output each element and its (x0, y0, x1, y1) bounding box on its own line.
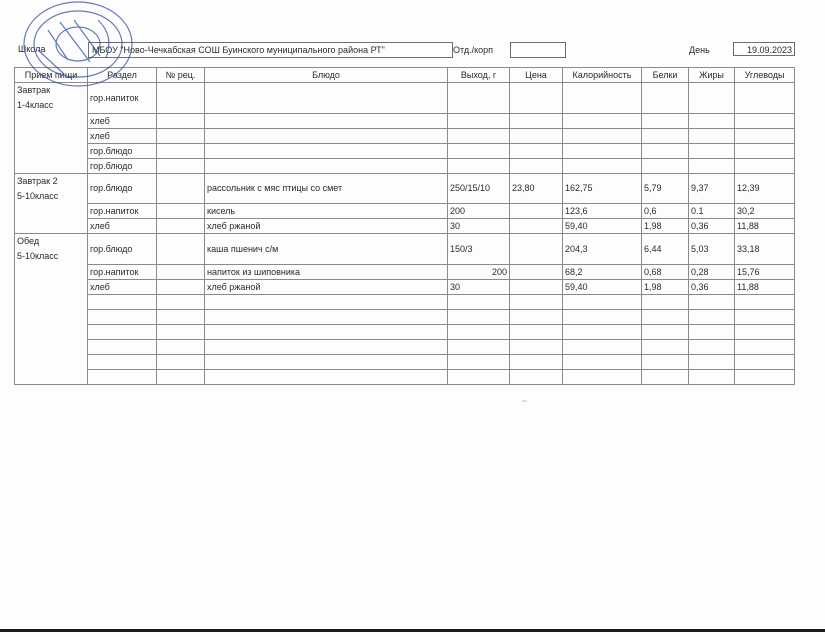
col-calories: Калорийность (563, 68, 642, 83)
cell-section (88, 339, 157, 354)
cell-dish (205, 83, 448, 114)
cell-yield: 250/15/10 (448, 173, 510, 204)
meal-cell (15, 354, 88, 369)
cell-calories (563, 113, 642, 128)
table-row (15, 173, 795, 204)
cell-price: 23,80 (510, 173, 563, 204)
cell-recipe (157, 309, 205, 324)
meal-cell (15, 264, 88, 279)
cell-price (510, 83, 563, 114)
cell-yield: 150/3 (448, 234, 510, 265)
cell-dish: рассольник с мяс птицы со смет (205, 173, 448, 204)
cell-price (510, 354, 563, 369)
cell-calories: 68,2 (563, 264, 642, 279)
cell-protein: 0,68 (642, 264, 689, 279)
cell-section: гор.напиток (88, 83, 157, 114)
cell-price (510, 294, 563, 309)
table-row (15, 309, 795, 324)
cell-yield (448, 324, 510, 339)
table-row (15, 339, 795, 354)
cell-fat (689, 83, 735, 114)
cell-price (510, 339, 563, 354)
cell-dish (205, 158, 448, 173)
date-value: 19.09.2023 (746, 45, 792, 55)
col-protein: Белки (642, 68, 689, 83)
cell-dish (205, 309, 448, 324)
cell-price (510, 369, 563, 384)
cell-calories (563, 324, 642, 339)
table-row (15, 219, 795, 234)
cell-dish: хлеб ржаной (205, 219, 448, 234)
cell-section: хлеб (88, 219, 157, 234)
meal-cell (15, 173, 88, 204)
cell-carbs (735, 83, 795, 114)
meal-cell (15, 204, 88, 219)
cell-fat (689, 294, 735, 309)
table-row (15, 279, 795, 294)
cell-recipe (157, 219, 205, 234)
cell-recipe (157, 173, 205, 204)
cell-yield (448, 143, 510, 158)
school-name-field (88, 42, 453, 58)
cell-price (510, 143, 563, 158)
cell-carbs (735, 354, 795, 369)
cell-calories (563, 309, 642, 324)
cell-protein (642, 128, 689, 143)
cell-protein (642, 309, 689, 324)
cell-protein (642, 324, 689, 339)
meal-cell (15, 113, 88, 128)
day-label: День (689, 45, 710, 55)
cell-recipe (157, 294, 205, 309)
col-fat: Жиры (689, 68, 735, 83)
cell-yield: 30 (448, 219, 510, 234)
cell-fat: 0.1 (689, 204, 735, 219)
col-section: Раздел (88, 68, 157, 83)
cell-fat (689, 113, 735, 128)
cell-carbs: 15,76 (735, 264, 795, 279)
cell-price (510, 219, 563, 234)
cell-price (510, 279, 563, 294)
cell-yield (448, 369, 510, 384)
table-row (15, 324, 795, 339)
cell-section (88, 354, 157, 369)
table-row (15, 369, 795, 384)
cell-calories (563, 339, 642, 354)
cell-protein: 6,44 (642, 234, 689, 265)
cell-fat (689, 128, 735, 143)
meal-name: 5-10класс (17, 190, 59, 201)
cell-protein: 1,98 (642, 279, 689, 294)
cell-section: хлеб (88, 279, 157, 294)
cell-carbs (735, 324, 795, 339)
cell-yield: 200 (448, 204, 510, 219)
cell-carbs: 11,88 (735, 219, 795, 234)
cell-carbs (735, 113, 795, 128)
dept-label: Отд./корп (453, 45, 493, 55)
cell-carbs: 11,88 (735, 279, 795, 294)
school-label: Школа (18, 44, 46, 54)
table-row (15, 234, 795, 265)
cell-calories (563, 294, 642, 309)
table-row (15, 113, 795, 128)
meal-cell (15, 339, 88, 354)
meal-cell (15, 369, 88, 384)
cell-protein (642, 369, 689, 384)
cell-protein (642, 294, 689, 309)
cell-recipe (157, 369, 205, 384)
table-row (15, 294, 795, 309)
cell-fat (689, 369, 735, 384)
col-carbs: Углеводы (735, 68, 795, 83)
cell-calories (563, 354, 642, 369)
cell-section: гор.напиток (88, 264, 157, 279)
cell-protein (642, 158, 689, 173)
cell-price (510, 234, 563, 265)
cell-calories (563, 158, 642, 173)
col-price: Цена (510, 68, 563, 83)
page-edge-line (0, 629, 825, 632)
meal-cell (15, 234, 88, 265)
cell-recipe (157, 234, 205, 265)
meal-cell (15, 128, 88, 143)
cell-section (88, 369, 157, 384)
table-row (15, 264, 795, 279)
cell-price (510, 113, 563, 128)
cell-fat (689, 354, 735, 369)
meal-name: Обед (17, 236, 40, 246)
menu-table (14, 67, 795, 385)
cell-protein (642, 354, 689, 369)
meal-cell (15, 324, 88, 339)
cell-fat: 0,36 (689, 219, 735, 234)
table-row (15, 158, 795, 173)
cell-recipe (157, 339, 205, 354)
cell-yield: 30 (448, 279, 510, 294)
cell-fat (689, 309, 735, 324)
cell-carbs (735, 294, 795, 309)
cell-protein: 0,6 (642, 204, 689, 219)
cell-protein: 1,98 (642, 219, 689, 234)
date-field (733, 42, 795, 56)
cell-yield: 200 (448, 264, 510, 279)
cell-protein (642, 143, 689, 158)
cell-dish: кисель (205, 204, 448, 219)
col-meal: Прием пищи (15, 68, 88, 83)
cell-yield (448, 339, 510, 354)
table-row (15, 204, 795, 219)
cell-recipe (157, 324, 205, 339)
cell-fat (689, 324, 735, 339)
cell-recipe (157, 83, 205, 114)
cell-dish (205, 324, 448, 339)
school-name: МБОУ "Ново-Чечкабская СОШ Буинского муниципального района РТ" (92, 45, 385, 55)
cell-calories: 162,75 (563, 173, 642, 204)
cell-calories: 204,3 (563, 234, 642, 265)
meal-name: 5-10класс (17, 251, 59, 261)
menu-body (15, 83, 795, 385)
cell-price (510, 324, 563, 339)
cell-carbs (735, 158, 795, 173)
cell-fat: 5,03 (689, 234, 735, 265)
cell-carbs: 12,39 (735, 173, 795, 204)
cell-fat (689, 339, 735, 354)
cell-dish (205, 143, 448, 158)
table-row (15, 143, 795, 158)
cell-section: гор.блюдо (88, 158, 157, 173)
cell-protein (642, 339, 689, 354)
cell-recipe (157, 128, 205, 143)
cell-carbs (735, 143, 795, 158)
cell-price (510, 309, 563, 324)
cell-carbs (735, 369, 795, 384)
meal-cell (15, 294, 88, 309)
cell-yield (448, 128, 510, 143)
col-dish: Блюдо (205, 68, 448, 83)
cell-yield (448, 354, 510, 369)
cell-dish: хлеб ржаной (205, 279, 448, 294)
meal-cell (15, 219, 88, 234)
cell-recipe (157, 279, 205, 294)
cell-dish: напиток из шиповника (205, 264, 448, 279)
stamp-seal-icon (8, 0, 136, 100)
cell-section: хлеб (88, 128, 157, 143)
cell-recipe (157, 264, 205, 279)
cell-recipe (157, 158, 205, 173)
meal-name: Завтрак 2 (17, 175, 58, 186)
cell-calories (563, 83, 642, 114)
cell-fat: 9,37 (689, 173, 735, 204)
cell-carbs (735, 309, 795, 324)
cell-calories: 59,40 (563, 219, 642, 234)
cell-dish (205, 369, 448, 384)
cell-calories (563, 369, 642, 384)
cell-yield (448, 158, 510, 173)
cell-dish (205, 294, 448, 309)
meal-name: Завтрак (17, 85, 51, 95)
meal-cell (15, 143, 88, 158)
cell-carbs: 30,2 (735, 204, 795, 219)
cell-section: хлеб (88, 113, 157, 128)
cell-section (88, 309, 157, 324)
meal-cell (15, 158, 88, 173)
cell-fat: 0,28 (689, 264, 735, 279)
cell-recipe (157, 143, 205, 158)
cell-protein (642, 83, 689, 114)
scan-mark: ~ (522, 396, 528, 406)
cell-section: гор.блюдо (88, 143, 157, 158)
cell-fat: 0,36 (689, 279, 735, 294)
cell-yield (448, 294, 510, 309)
cell-recipe (157, 113, 205, 128)
meal-cell (15, 309, 88, 324)
cell-calories: 123,6 (563, 204, 642, 219)
cell-dish (205, 354, 448, 369)
table-row (15, 354, 795, 369)
meal-name: 1-4класс (17, 100, 54, 110)
cell-carbs: 33,18 (735, 234, 795, 265)
cell-section: гор.блюдо (88, 173, 157, 204)
cell-yield (448, 83, 510, 114)
cell-price (510, 264, 563, 279)
cell-carbs (735, 128, 795, 143)
cell-protein (642, 113, 689, 128)
cell-fat (689, 158, 735, 173)
table-row (15, 128, 795, 143)
cell-section: гор.блюдо (88, 234, 157, 265)
cell-recipe (157, 354, 205, 369)
cell-yield (448, 113, 510, 128)
cell-section: гор.напиток (88, 204, 157, 219)
cell-dish (205, 339, 448, 354)
cell-fat (689, 143, 735, 158)
cell-yield (448, 309, 510, 324)
cell-section (88, 294, 157, 309)
col-yield: Выход, г (448, 68, 510, 83)
meal-cell (15, 279, 88, 294)
cell-recipe (157, 204, 205, 219)
cell-calories (563, 143, 642, 158)
cell-section (88, 324, 157, 339)
cell-calories: 59,40 (563, 279, 642, 294)
cell-price (510, 204, 563, 219)
cell-dish (205, 113, 448, 128)
cell-dish (205, 128, 448, 143)
cell-protein: 5,79 (642, 173, 689, 204)
cell-price (510, 158, 563, 173)
col-recipe: № рец. (157, 68, 205, 83)
cell-calories (563, 128, 642, 143)
dept-field (510, 42, 566, 58)
cell-carbs (735, 339, 795, 354)
cell-price (510, 128, 563, 143)
cell-dish: каша пшенич с/м (205, 234, 448, 265)
